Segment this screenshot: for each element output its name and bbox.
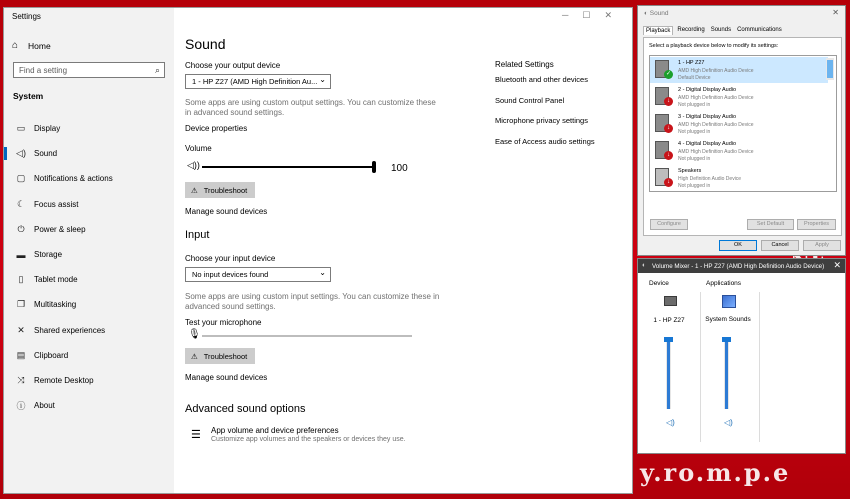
device-volume-fill xyxy=(667,337,670,409)
note-line: advanced sound settings. xyxy=(185,302,276,311)
set-default-button[interactable]: Set Default xyxy=(747,219,794,230)
nav-label: Remote Desktop xyxy=(34,375,94,385)
volume-slider[interactable] xyxy=(202,166,374,168)
monitor-icon xyxy=(664,296,677,306)
clipboard-icon: ▤ xyxy=(16,349,26,360)
mixer-title: Volume Mixer - 1 - HP Z27 (AMD High Definition Audio Device) xyxy=(652,263,825,270)
app-volume-desc: Customize app volumes and the speakers or devices they use. xyxy=(211,436,406,443)
nav-label: Notifications & actions xyxy=(34,174,113,184)
close-icon[interactable]: ✕ xyxy=(833,260,841,270)
mixer-titlebar xyxy=(638,259,845,273)
window-controls xyxy=(562,10,626,21)
device-status: Not plugged in xyxy=(678,102,711,108)
device-desc: High Definition Audio Device xyxy=(678,176,742,182)
output-device-label: Choose your output device xyxy=(185,61,281,70)
playback-panel xyxy=(643,37,842,236)
playback-device-list xyxy=(649,55,837,192)
nav-item-tablet-mode[interactable] xyxy=(4,267,174,292)
maximize-icon[interactable]: ☐ xyxy=(582,10,605,20)
nav-item-clipboard[interactable] xyxy=(4,343,174,368)
related-link-microphone-privacy[interactable]: Microphone privacy settings xyxy=(495,116,588,125)
device-desc: AMD High Definition Audio Device xyxy=(678,122,754,128)
nav-item-display[interactable] xyxy=(4,116,174,141)
app-volume-thumb[interactable] xyxy=(722,337,731,342)
device-name: Speakers xyxy=(678,168,702,174)
device-status: Default Device xyxy=(678,75,711,81)
speaker-icon: ◐ xyxy=(644,10,650,17)
wallpaper-text-3: y.ro.m.p.e xyxy=(640,458,791,487)
notifications-icon: ▢ xyxy=(16,173,26,184)
display-icon: ▭ xyxy=(16,123,26,134)
mute-app-icon[interactable]: ◁) xyxy=(724,418,733,427)
nav-label: Multitasking xyxy=(34,300,77,310)
tab-sounds[interactable]: Sounds xyxy=(710,27,732,33)
storage-icon: ▬ xyxy=(16,249,26,260)
nav-label: Display xyxy=(34,124,61,134)
troubleshoot-label: Troubleshoot xyxy=(203,185,248,195)
sound-dialog xyxy=(637,5,846,256)
input-manage-devices-link[interactable]: Manage sound devices xyxy=(185,373,268,382)
volume-value: 100 xyxy=(391,163,408,174)
output-custom-note xyxy=(185,98,436,118)
troubleshoot-label: Troubleshoot xyxy=(203,351,248,361)
tab-playback[interactable]: Playback xyxy=(643,26,673,35)
volume-mixer-window xyxy=(637,258,846,454)
down-arrow-icon: ↓ xyxy=(664,178,673,187)
settings-nav xyxy=(4,116,174,418)
note-line: in advanced sound settings. xyxy=(185,108,285,117)
related-link-ease-of-access[interactable]: Ease of Access audio settings xyxy=(495,136,595,146)
device-status: Not plugged in xyxy=(678,183,711,189)
shared-icon: ✕ xyxy=(17,324,25,335)
volume-slider-thumb[interactable] xyxy=(372,161,376,173)
properties-button[interactable]: Properties xyxy=(797,219,836,230)
device-name: 2 - Digital Display Audio xyxy=(678,87,737,93)
search-placeholder: Find a setting xyxy=(19,66,68,75)
device-properties-link[interactable]: Device properties xyxy=(185,124,248,133)
mixer-applications-header: Applications xyxy=(706,280,742,287)
settings-window xyxy=(3,7,633,494)
chevron-down-icon: ⌄ xyxy=(319,268,326,277)
moon-icon: ☾ xyxy=(16,198,26,209)
mixer-divider xyxy=(759,292,760,442)
nav-item-remote-desktop[interactable] xyxy=(4,368,174,393)
nav-item-storage[interactable] xyxy=(4,242,174,267)
search-icon: ⌕ xyxy=(154,65,160,75)
app-volume-title: App volume and device preferences xyxy=(211,426,339,435)
down-arrow-icon: ↓ xyxy=(664,151,673,160)
level-meter xyxy=(826,58,834,80)
device-desc: AMD High Definition Audio Device xyxy=(678,149,754,155)
speaker-icon: ◁) xyxy=(16,148,26,159)
warning-icon: ⚠ xyxy=(191,185,198,195)
chevron-down-icon: ⌄ xyxy=(319,75,326,84)
output-manage-devices-link[interactable]: Manage sound devices xyxy=(185,207,268,216)
home-icon: ⌂ xyxy=(12,40,19,51)
output-troubleshoot-button[interactable] xyxy=(185,182,255,198)
related-settings xyxy=(495,60,625,157)
info-icon: ⓘ xyxy=(16,401,26,412)
nav-label: Focus assist xyxy=(34,199,79,209)
power-icon: ⏻ xyxy=(17,223,25,234)
checkmark-icon: ✓ xyxy=(665,71,672,77)
system-sounds-icon xyxy=(722,295,736,308)
settings-main xyxy=(185,8,485,493)
remote-desktop-icon: ⤨ xyxy=(17,374,25,385)
apply-button[interactable]: Apply xyxy=(803,240,841,251)
window-title: Settings xyxy=(12,12,41,21)
playback-hint: Select a playback device below to modify its settings: xyxy=(649,43,779,49)
test-mic-label: Test your microphone xyxy=(185,318,262,327)
input-device-value: No input devices found xyxy=(192,270,269,279)
section-system: System xyxy=(13,91,44,101)
tab-recording[interactable]: Recording xyxy=(677,27,705,33)
tab-communications[interactable]: Communications xyxy=(737,27,782,33)
tablet-icon: ▯ xyxy=(18,274,24,285)
related-link-sound-control-panel[interactable]: Sound Control Panel xyxy=(495,95,565,105)
device-name: 1 - HP Z27 xyxy=(678,60,705,66)
close-icon[interactable]: ✕ xyxy=(832,8,839,17)
list-item[interactable] xyxy=(650,84,828,110)
nav-item-sound[interactable] xyxy=(4,141,174,166)
level-meter-fill xyxy=(827,60,833,78)
page-title: Sound xyxy=(185,36,226,52)
device-volume-slider[interactable] xyxy=(666,337,671,409)
nav-label: Clipboard xyxy=(34,350,69,360)
mixer-device-header: Device xyxy=(649,280,669,287)
down-arrow-icon: ↓ xyxy=(664,124,673,133)
app-volume-slider[interactable] xyxy=(724,337,729,409)
nav-item-shared-experiences[interactable] xyxy=(4,318,174,343)
advanced-heading: Advanced sound options xyxy=(185,403,306,415)
search-input[interactable] xyxy=(13,62,165,78)
home-nav[interactable] xyxy=(12,40,51,51)
dialog-title-text: Sound xyxy=(649,10,669,17)
down-arrow-icon: ↓ xyxy=(664,97,673,106)
nav-item-notifications[interactable] xyxy=(4,166,174,191)
ok-button[interactable]: OK xyxy=(719,240,757,251)
related-link-bluetooth[interactable]: Bluetooth and other devices xyxy=(495,75,588,84)
home-label: Home xyxy=(28,40,51,51)
input-heading: Input xyxy=(185,229,210,241)
warning-icon: ⚠ xyxy=(191,351,198,361)
device-status: Not plugged in xyxy=(678,129,711,135)
settings-sidebar xyxy=(4,8,174,493)
input-device-dropdown[interactable] xyxy=(185,267,331,282)
configure-button[interactable]: Configure xyxy=(650,219,688,230)
volume-icon: ◁)) xyxy=(187,160,200,170)
output-device-value: 1 - HP Z27 (AMD High Definition Au... xyxy=(192,77,318,86)
input-troubleshoot-button[interactable] xyxy=(185,348,255,364)
nav-item-about[interactable] xyxy=(4,393,174,418)
nav-item-focus-assist[interactable] xyxy=(4,192,174,217)
minimize-icon[interactable]: ─ xyxy=(561,10,583,20)
mixer-divider xyxy=(700,292,701,442)
list-item[interactable] xyxy=(650,138,828,164)
microphone-icon: 🎙 xyxy=(188,329,201,340)
device-desc: AMD High Definition Audio Device xyxy=(678,95,754,101)
sound-dialog-tabs xyxy=(643,26,786,35)
sound-dialog-title xyxy=(644,10,669,17)
device-status: Not plugged in xyxy=(678,156,711,162)
list-item[interactable] xyxy=(650,111,828,137)
nav-item-multitasking[interactable] xyxy=(4,292,174,317)
mute-device-icon[interactable]: ◁) xyxy=(666,418,675,427)
nav-label: Storage xyxy=(34,250,63,260)
device-desc: AMD High Definition Audio Device xyxy=(678,68,754,74)
note-line: Some apps are using custom input settings. You can customize these in xyxy=(185,292,440,301)
input-custom-note xyxy=(185,292,439,312)
cancel-button[interactable]: Cancel xyxy=(761,240,799,251)
nav-label: Power & sleep xyxy=(34,224,86,234)
close-icon[interactable]: ✕ xyxy=(604,10,626,20)
volume-label: Volume xyxy=(185,144,212,153)
list-item[interactable] xyxy=(650,57,828,83)
device-name: 3 - Digital Display Audio xyxy=(678,114,737,120)
device-volume-thumb[interactable] xyxy=(664,337,673,342)
app-volume-fill xyxy=(725,337,728,409)
list-item[interactable] xyxy=(650,165,828,191)
related-heading: Related Settings xyxy=(495,60,554,69)
nav-label: Sound xyxy=(34,149,58,159)
input-device-label: Choose your input device xyxy=(185,254,276,263)
nav-item-power-sleep[interactable] xyxy=(4,217,174,242)
nav-label: Shared experiences xyxy=(34,325,106,335)
sliders-icon: ☰ xyxy=(191,429,201,441)
nav-label: Tablet mode xyxy=(34,275,78,285)
app-volume-link[interactable] xyxy=(191,426,431,448)
output-device-dropdown[interactable] xyxy=(185,74,331,89)
note-line: Some apps are using custom output settings. You can customize these xyxy=(185,98,436,107)
device-name: 4 - Digital Display Audio xyxy=(678,141,737,147)
mic-level-meter xyxy=(202,335,412,337)
speaker-icon: ◐ xyxy=(642,262,647,269)
nav-label: About xyxy=(34,401,55,411)
mixer-device-name: 1 - HP Z27 xyxy=(653,317,685,324)
mixer-app-name: System Sounds xyxy=(705,316,751,323)
multitasking-icon: ❐ xyxy=(16,299,26,310)
